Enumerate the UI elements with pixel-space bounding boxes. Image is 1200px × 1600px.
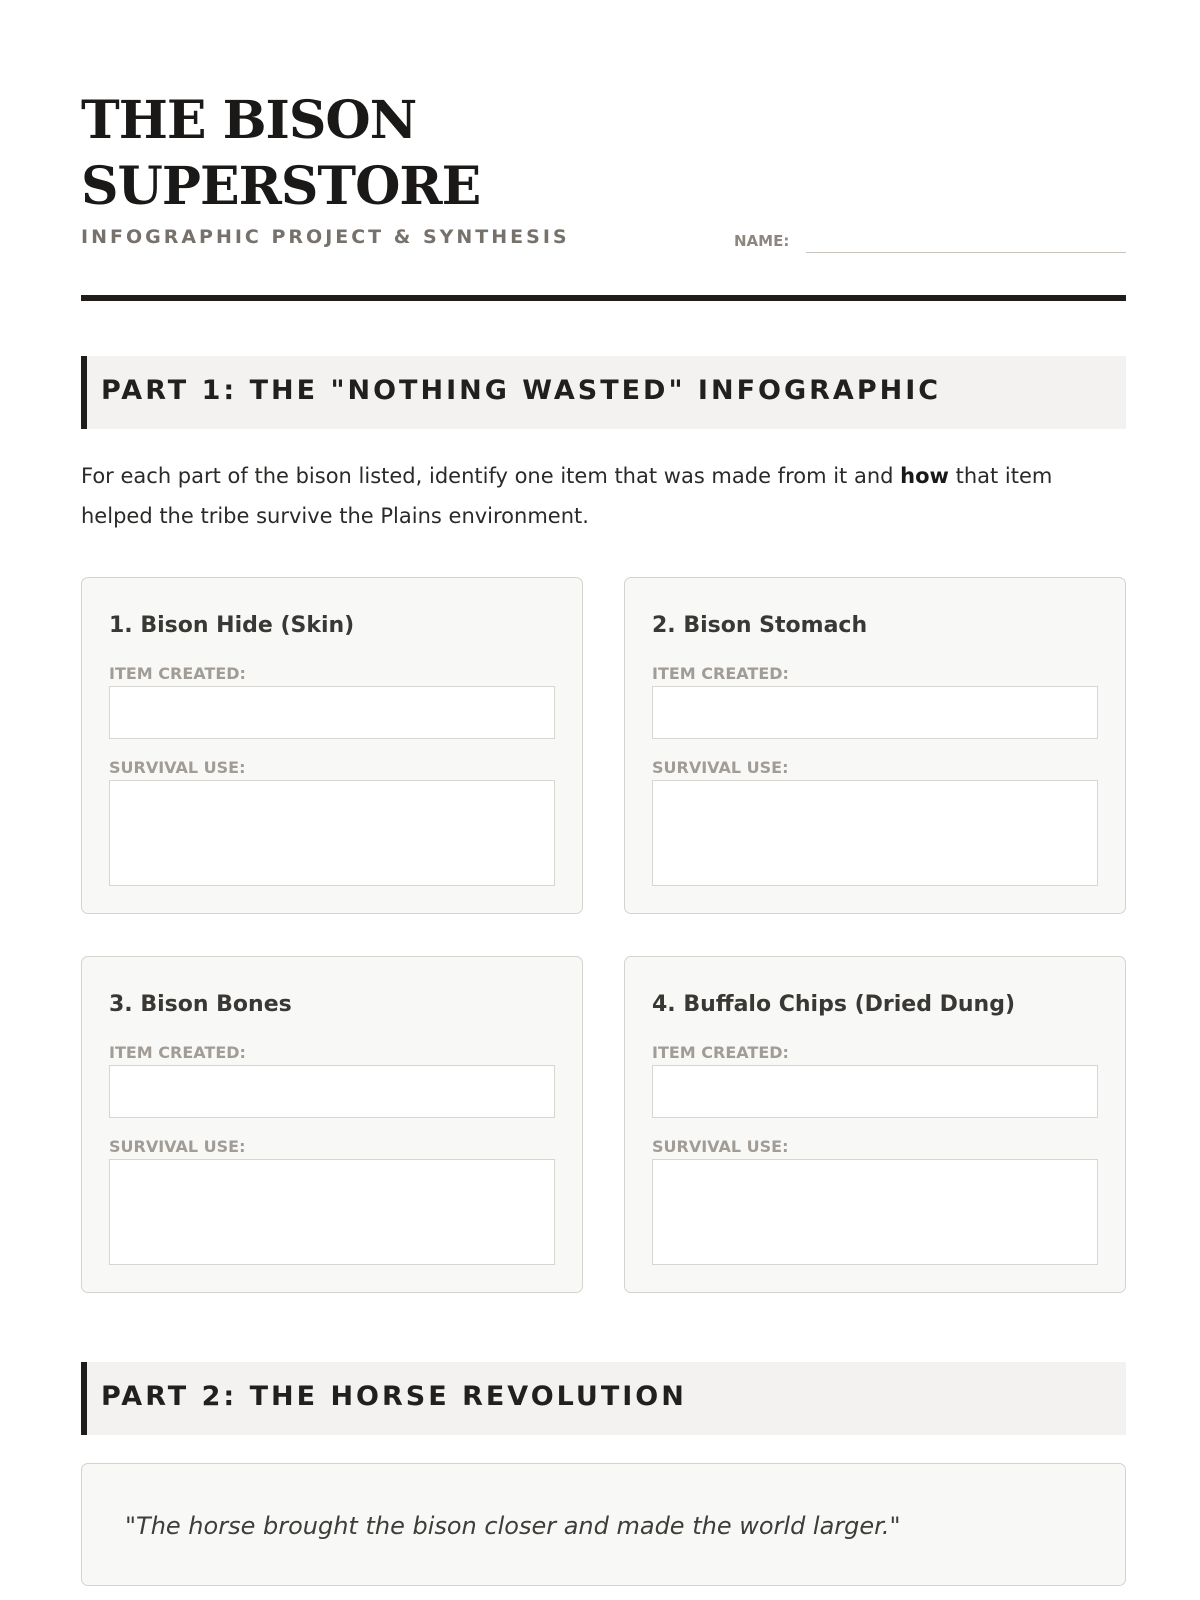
part1-instructions	[81, 456, 1126, 536]
survival-use-label: SURVIVAL USE:	[109, 758, 246, 777]
instructions-emphasis: how	[900, 464, 949, 488]
bison-part-card-chips	[624, 956, 1126, 1293]
item-created-field[interactable]	[652, 1065, 1098, 1118]
bison-part-card-stomach	[624, 577, 1126, 914]
page-title-line-2: SUPERSTORE	[81, 156, 481, 217]
item-created-field[interactable]	[652, 686, 1098, 739]
bison-part-card-hide	[81, 577, 583, 914]
name-label: NAME:	[734, 232, 790, 250]
part1-title: PART 1: THE "NOTHING WASTED" INFOGRAPHIC	[101, 375, 942, 406]
survival-use-field[interactable]	[652, 1159, 1098, 1265]
item-created-field[interactable]	[109, 686, 555, 739]
page-title-line-1: THE BISON	[81, 90, 417, 151]
header-divider	[81, 295, 1126, 301]
survival-use-label: SURVIVAL USE:	[652, 758, 789, 777]
item-created-field[interactable]	[109, 1065, 555, 1118]
part2-heading	[81, 1362, 1126, 1435]
quote-card	[81, 1463, 1126, 1586]
survival-use-field[interactable]	[109, 780, 555, 886]
instructions-text-end: that item helped the tribe survive the Plains environment.	[81, 464, 1053, 528]
card-title: 2. Bison Stomach	[652, 613, 868, 638]
card-title: 1. Bison Hide (Skin)	[109, 613, 355, 638]
part2-title: PART 2: THE HORSE REVOLUTION	[101, 1381, 687, 1412]
card-title: 3. Bison Bones	[109, 992, 292, 1017]
survival-use-field[interactable]	[652, 780, 1098, 886]
item-created-label: ITEM CREATED:	[109, 1043, 246, 1062]
page-subtitle: INFOGRAPHIC PROJECT & SYNTHESIS	[81, 226, 570, 248]
card-title: 4. Buffalo Chips (Dried Dung)	[652, 992, 1016, 1017]
name-field[interactable]	[806, 252, 1126, 253]
item-created-label: ITEM CREATED:	[109, 664, 246, 683]
item-created-label: ITEM CREATED:	[652, 664, 789, 683]
survival-use-field[interactable]	[109, 1159, 555, 1265]
part1-heading	[81, 356, 1126, 429]
quote-text: "The horse brought the bison closer and made the world larger."	[125, 1512, 901, 1540]
survival-use-label: SURVIVAL USE:	[109, 1137, 246, 1156]
page-title	[81, 88, 480, 220]
bison-part-card-bones	[81, 956, 583, 1293]
survival-use-label: SURVIVAL USE:	[652, 1137, 789, 1156]
item-created-label: ITEM CREATED:	[652, 1043, 789, 1062]
instructions-text-start: For each part of the bison listed, identify one item that was made from it and	[81, 464, 901, 488]
